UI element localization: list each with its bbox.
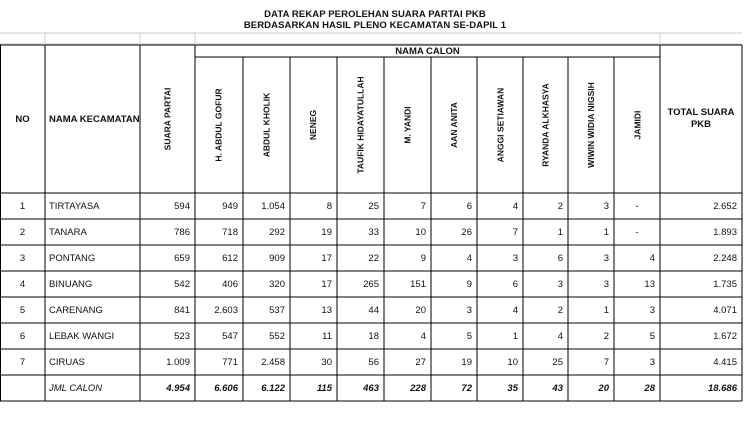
row-vote-candidate-6: 6	[466, 200, 472, 212]
row-vote-candidate-5: 4	[420, 330, 426, 342]
row-vote-candidate-8: 1	[557, 226, 563, 238]
row-vote-candidate-2: 552	[269, 330, 285, 342]
jml-vote-candidate-10: 28	[644, 382, 655, 394]
header-total-line-1: TOTAL SUARA	[667, 107, 735, 118]
row-no: 1	[19, 200, 26, 212]
row-vote-candidate-5: 7	[420, 200, 426, 212]
row-vote-candidate-5: 27	[415, 356, 426, 368]
header-total-line-2: PKB	[690, 119, 712, 130]
row-suara-partai: 786	[174, 226, 190, 238]
row-vote-candidate-5: 10	[415, 226, 426, 238]
jml-vote-candidate-4: 463	[363, 382, 379, 394]
row-vote-candidate-1: 949	[222, 200, 238, 212]
jml-vote-candidate-9: 20	[598, 382, 609, 394]
row-vote-candidate-2: 1.054	[261, 200, 285, 212]
header-candidate-8	[523, 57, 568, 193]
row-vote-candidate-10: 13	[644, 278, 655, 290]
header-suara-partai	[140, 45, 195, 193]
row-vote-candidate-10: 3	[649, 356, 655, 368]
header-candidate-7	[477, 57, 523, 193]
row-vote-candidate-10: -	[635, 226, 639, 238]
jml-vote-candidate-8: 43	[552, 382, 563, 394]
row-vote-candidate-10: 5	[649, 330, 655, 342]
header-candidate-9-label: WIWIN WIDIA NIGSIH	[586, 82, 596, 168]
row-vote-candidate-1: 771	[222, 356, 238, 368]
row-vote-candidate-6: 26	[461, 226, 472, 238]
jml-vote-candidate-7: 35	[507, 382, 518, 394]
row-suara-partai: 659	[174, 252, 190, 264]
row-vote-candidate-2: 909	[269, 252, 285, 264]
row-kecamatan: LEBAK WANGI	[49, 330, 115, 342]
row-suara-partai: 841	[174, 304, 190, 316]
jml-total: 18.686	[707, 382, 737, 394]
row-vote-candidate-4: 265	[363, 278, 379, 290]
row-vote-candidate-8: 2	[557, 304, 563, 316]
row-vote-candidate-1: 2.603	[214, 304, 238, 316]
row-kecamatan: PONTANG	[49, 252, 96, 264]
row-vote-candidate-3: 8	[326, 200, 332, 212]
row-vote-candidate-9: 3	[603, 278, 609, 290]
header-candidate-3	[290, 57, 337, 193]
row-vote-candidate-3: 13	[321, 304, 332, 316]
row-no: 3	[19, 252, 26, 264]
header-candidate-8-label: RYANDA ALKHASYA	[540, 83, 551, 167]
row-total: 1.735	[713, 278, 737, 290]
row-vote-candidate-7: 1	[512, 330, 518, 342]
row-vote-candidate-8: 6	[557, 252, 563, 264]
row-vote-candidate-9: 2	[603, 330, 609, 342]
row-no: 5	[19, 304, 26, 316]
row-total: 4.415	[713, 356, 737, 368]
row-no: 2	[19, 226, 26, 238]
row-vote-candidate-7: 4	[512, 200, 518, 212]
row-vote-candidate-5: 20	[415, 304, 426, 316]
row-vote-candidate-9: 7	[603, 356, 609, 368]
row-vote-candidate-9: 1	[603, 304, 609, 316]
header-suara-partai-label: SUARA PARTAI	[162, 87, 173, 151]
row-vote-candidate-4: 18	[368, 330, 379, 342]
row-vote-candidate-8: 2	[557, 200, 563, 212]
header-total	[660, 45, 742, 193]
row-vote-candidate-2: 320	[269, 278, 285, 290]
row-vote-candidate-2: 292	[269, 226, 285, 238]
header-candidate-4	[337, 57, 384, 193]
header-candidate-1	[195, 57, 243, 193]
header-candidate-4-label: TAUFIK HIDAYATULLAH	[355, 76, 366, 174]
jml-vote-candidate-2: 6.122	[261, 382, 285, 394]
header-candidate-7-label: ANGGI SETIAWAN	[495, 87, 505, 163]
row-no: 7	[19, 356, 26, 368]
row-total: 1.893	[713, 226, 737, 238]
row-vote-candidate-8: 4	[557, 330, 563, 342]
row-vote-candidate-5: 151	[410, 278, 426, 290]
row-vote-candidate-3: 17	[321, 278, 332, 290]
table-title-line-1: DATA REKAP PEROLEHAN SUARA PARTAI PKB	[264, 9, 486, 20]
row-vote-candidate-4: 44	[368, 304, 379, 316]
row-total: 2.248	[713, 252, 737, 264]
row-vote-candidate-6: 19	[461, 356, 472, 368]
row-vote-candidate-8: 3	[557, 278, 563, 290]
row-vote-candidate-3: 17	[321, 252, 332, 264]
row-total: 1.672	[713, 330, 737, 342]
jml-vote-candidate-6: 72	[461, 382, 472, 394]
row-kecamatan: TIRTAYASA	[49, 200, 100, 212]
header-candidate-5-label: M. YANDI	[402, 106, 413, 144]
row-vote-candidate-10: 3	[649, 304, 655, 316]
row-vote-candidate-4: 25	[368, 200, 379, 212]
header-candidate-6	[431, 57, 477, 193]
row-vote-candidate-10: 4	[649, 252, 655, 264]
row-vote-candidate-7: 7	[512, 226, 518, 238]
row-vote-candidate-4: 56	[368, 356, 379, 368]
header-candidate-2-label: ABDUL KHOLIK	[261, 92, 272, 158]
row-vote-candidate-3: 19	[321, 226, 332, 238]
header-nama-calon: NAMA CALON	[395, 45, 460, 57]
header-candidate-3-label: NENEG	[308, 109, 319, 141]
row-kecamatan: CARENANG	[49, 304, 103, 316]
row-vote-candidate-5: 9	[420, 252, 426, 264]
header-kecamatan: NAMA KECAMATAN	[49, 113, 140, 125]
row-no: 6	[19, 330, 26, 342]
row-kecamatan: CIRUAS	[49, 356, 85, 368]
row-vote-candidate-7: 6	[512, 278, 518, 290]
row-vote-candidate-7: 3	[512, 252, 518, 264]
row-total: 4.071	[713, 304, 737, 316]
row-suara-partai: 523	[174, 330, 190, 342]
header-candidate-6-label: AAN ANITA	[449, 102, 459, 148]
header-candidate-1-label: H. ABDUL GOFUR	[214, 88, 225, 162]
row-vote-candidate-4: 33	[368, 226, 379, 238]
row-vote-candidate-1: 612	[222, 252, 238, 264]
row-vote-candidate-3: 11	[322, 330, 332, 342]
row-vote-candidate-6: 4	[466, 252, 472, 264]
row-vote-candidate-7: 4	[512, 304, 518, 316]
header-no: NO	[15, 113, 30, 125]
row-vote-candidate-9: 3	[603, 200, 609, 212]
row-kecamatan: TANARA	[49, 226, 87, 238]
row-vote-candidate-10: -	[635, 200, 639, 212]
row-suara-partai: 594	[174, 200, 190, 212]
row-vote-candidate-2: 2.458	[261, 356, 285, 368]
row-vote-candidate-4: 22	[368, 252, 379, 264]
row-vote-candidate-1: 547	[222, 330, 238, 342]
row-total: 2.652	[713, 200, 737, 212]
row-vote-candidate-2: 537	[269, 304, 285, 316]
row-kecamatan: BINUANG	[49, 278, 93, 290]
row-suara-partai: 1.009	[166, 356, 190, 368]
row-vote-candidate-1: 718	[222, 226, 238, 238]
table-title-line-2: BERDASARKAN HASIL PLENO KECAMATAN SE-DAPIL 1	[243, 20, 507, 31]
jml-suara-partai: 4.954	[166, 382, 190, 394]
jml-vote-candidate-1: 6.606	[214, 382, 238, 394]
row-vote-candidate-7: 10	[507, 356, 518, 368]
row-vote-candidate-9: 3	[603, 252, 609, 264]
row-vote-candidate-3: 30	[321, 356, 332, 368]
header-candidate-9	[568, 57, 614, 193]
row-vote-candidate-6: 9	[466, 278, 472, 290]
row-vote-candidate-8: 25	[552, 356, 563, 368]
jml-vote-candidate-3: 115	[316, 382, 332, 394]
header-candidate-10	[614, 57, 660, 193]
row-vote-candidate-9: 1	[603, 226, 609, 238]
header-candidate-2	[243, 57, 290, 193]
row-vote-candidate-6: 3	[466, 304, 472, 316]
jml-label: JML CALON	[49, 382, 103, 394]
row-vote-candidate-1: 406	[222, 278, 238, 290]
jml-vote-candidate-5: 228	[410, 382, 426, 394]
header-candidate-5	[384, 57, 431, 193]
row-suara-partai: 542	[174, 278, 190, 290]
header-candidate-10-label: JAMIDI	[632, 110, 642, 140]
row-vote-candidate-6: 5	[466, 330, 472, 342]
row-no: 4	[19, 278, 26, 290]
